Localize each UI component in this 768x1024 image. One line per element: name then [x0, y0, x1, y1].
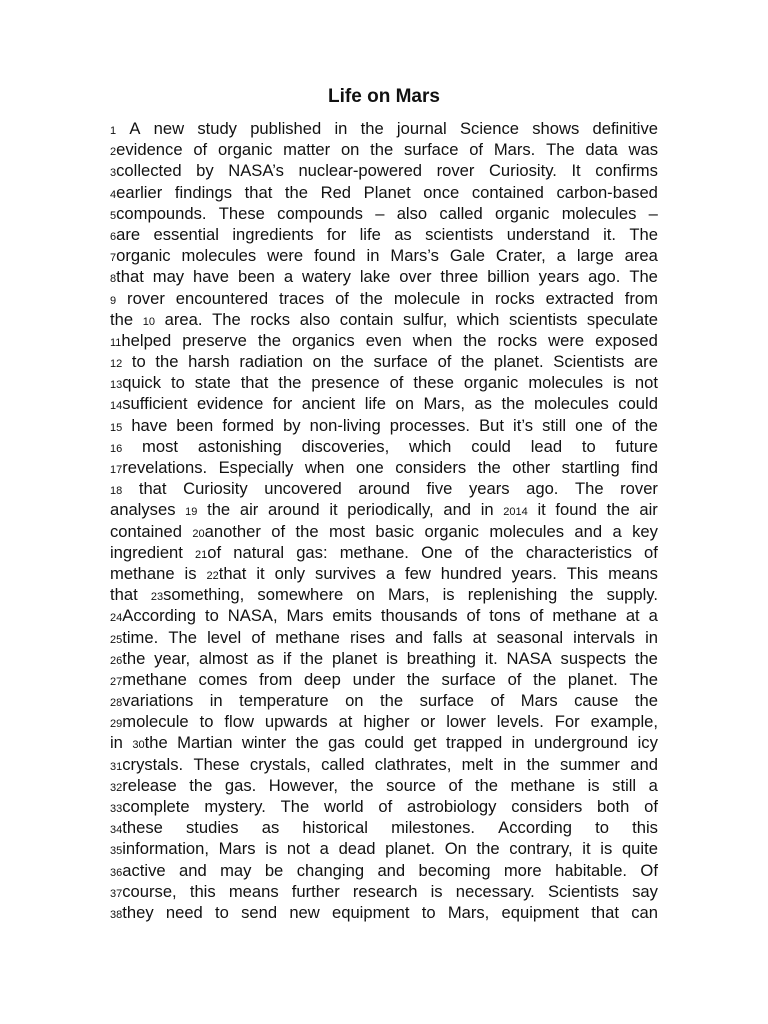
text-line: ingredient 21of natural gas: methane. One of the characteristics of	[110, 542, 658, 562]
text-line: 17revelations. Especially when one considers the other startling find	[110, 458, 658, 477]
text-line: 9 rover encountered traces of the molecule in rocks extracted from	[110, 288, 658, 308]
text-line: 26the year, almost as if the planet is breathing it. NASA suspects the	[110, 648, 658, 668]
text-line: 29molecule to flow upwards at higher or lower levels. For example,	[110, 712, 658, 732]
text-line: 4earlier findings that the Red Planet once contained carbon-based	[110, 182, 658, 202]
text-line: 32release the gas. However, the source of the methane is still a	[110, 775, 658, 795]
text-line: methane is 22that it only survives a few hundred years. This means	[110, 563, 658, 583]
text-line: 11helped preserve the organics even when the rocks were exposed	[110, 330, 658, 350]
text-line: analyses 19 the air around it periodically, and in 2014 it found the air	[110, 500, 658, 520]
text-line: 34these studies as historical milestones. According to this	[110, 818, 658, 838]
text-line: 18 that Curiosity uncovered around five years ago. The rover	[110, 479, 658, 499]
text-line: 2evidence of organic matter on the surface of Mars. The data was	[110, 140, 658, 160]
text-line: 28variations in temperature on the surface of Mars cause the	[110, 691, 658, 711]
text-line: 7organic molecules were found in Mars’s Gale Crater, a large area	[110, 246, 658, 266]
text-line: 38they need to send new equipment to Mars, equipment that can	[110, 902, 658, 922]
text-line: 14sufficient evidence for ancient life on Mars, as the molecules could	[110, 394, 658, 414]
text-line: 16 most astonishing discoveries, which could lead to future	[110, 436, 658, 456]
text-line: 1 A new study published in the journal Science shows definitive	[110, 119, 658, 138]
text-line: 24According to NASA, Mars emits thousands of tons of methane at a	[110, 606, 658, 626]
text-line: 33complete mystery. The world of astrobiology considers both of	[110, 797, 658, 816]
text-line: 5compounds. These compounds – also called organic molecules –	[110, 203, 658, 223]
text-line: 25time. The level of methane rises and falls at seasonal intervals in	[110, 627, 658, 647]
text-line: in 30the Martian winter the gas could get trapped in underground icy	[110, 733, 658, 753]
text-line: 31crystals. These crystals, called clathrates, melt in the summer and	[110, 754, 658, 774]
text-line: 27methane comes from deep under the surface of the planet. The	[110, 669, 658, 689]
document-title: Life on Mars	[328, 86, 440, 107]
text-line: 36active and may be changing and becoming more habitable. Of	[110, 860, 658, 880]
article-body	[110, 118, 658, 923]
text-line: 37course, this means further research is necessary. Scientists say	[110, 881, 658, 901]
text-line: 12 to the harsh radiation on the surface of the planet. Scientists are	[110, 352, 658, 372]
text-line: 6are essential ingredients for life as scientists understand it. The	[110, 224, 658, 244]
text-line: 3collected by NASA’s nuclear-powered rover Curiosity. It confirms	[110, 161, 658, 181]
text-line: the 10 area. The rocks also contain sulfur, which scientists speculate	[110, 309, 658, 329]
text-line: 8that may have been a watery lake over three billion years ago. The	[110, 267, 658, 287]
text-line: contained 20another of the most basic organic molecules and a key	[110, 521, 658, 541]
text-line: 15 have been formed by non-living processes. But it’s still one of the	[110, 415, 658, 435]
text-line: 35information, Mars is not a dead planet. On the contrary, it is quite	[110, 839, 658, 859]
text-line: that 23something, somewhere on Mars, is replenishing the supply.	[110, 585, 658, 605]
text-line: 13quick to state that the presence of these organic molecules is not	[110, 373, 658, 393]
